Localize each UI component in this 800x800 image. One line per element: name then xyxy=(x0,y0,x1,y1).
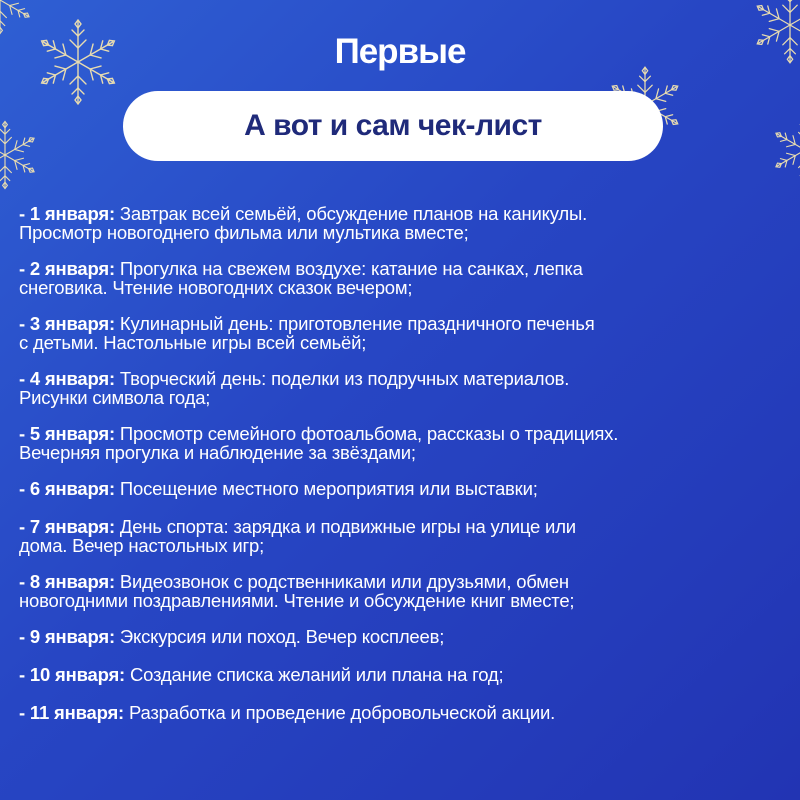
item-text: Создание списка желаний или плана на год; xyxy=(129,664,504,685)
item-text: Творческий день: поделки из подручных материалов. xyxy=(119,368,570,389)
date-label: - 8 января: xyxy=(19,571,115,592)
list-item-line xyxy=(19,223,799,242)
snowflake-icon xyxy=(0,115,45,195)
list-item xyxy=(19,572,799,610)
date-label: - 2 января: xyxy=(19,258,115,279)
date-label: - 7 января: xyxy=(19,516,115,537)
list-item xyxy=(19,517,799,555)
date-label: - 6 января: xyxy=(19,478,115,499)
list-item-line xyxy=(19,204,799,223)
checklist xyxy=(19,204,799,741)
item-text: Видеозвонок с родственниками или друзьями, обмен xyxy=(119,571,569,592)
item-text: новогодними поздравлениями. Чтение и обсуждение книг вместе; xyxy=(19,590,575,611)
list-item-line xyxy=(19,627,799,646)
list-item xyxy=(19,665,799,684)
item-text: Просмотр новогоднего фильма или мультика вместе; xyxy=(19,222,469,243)
date-label: - 9 января: xyxy=(19,626,115,647)
snowflake-icon xyxy=(765,110,800,190)
item-text: Завтрак всей семьёй, обсуждение планов на каникулы. xyxy=(119,203,588,224)
item-text: дома. Вечер настольных игр; xyxy=(19,535,265,556)
list-item xyxy=(19,424,799,462)
list-item-line xyxy=(19,591,799,610)
date-label: - 10 января: xyxy=(19,664,126,685)
item-text: с детьми. Настольные игры всей семьёй; xyxy=(19,332,367,353)
subtitle: А вот и сам чек-лист xyxy=(244,109,542,142)
item-text: Прогулка на свежем воздухе: катание на санках, лепка xyxy=(119,258,583,279)
list-item-line xyxy=(19,517,799,536)
list-item-line xyxy=(19,259,799,278)
list-item xyxy=(19,259,799,297)
list-item xyxy=(19,204,799,242)
list-item-line xyxy=(19,278,799,297)
list-item xyxy=(19,479,799,498)
list-item xyxy=(19,314,799,352)
date-label: - 11 января: xyxy=(19,702,124,723)
list-item-line xyxy=(19,369,799,388)
list-item-line xyxy=(19,424,799,443)
item-text: Экскурсия или поход. Вечер косплеев; xyxy=(119,626,445,647)
list-item xyxy=(19,703,799,722)
page-title: Первые xyxy=(334,32,466,71)
list-item-line xyxy=(19,665,799,684)
item-text: Вечерняя прогулка и наблюдение за звёздами; xyxy=(19,442,416,463)
date-label: - 3 января: xyxy=(19,313,115,334)
item-text: День спорта: зарядка и подвижные игры на улице или xyxy=(119,516,576,537)
item-text: Разработка и проведение добровольческой акции. xyxy=(128,702,556,723)
list-item-line xyxy=(19,479,799,498)
list-item-line xyxy=(19,333,799,352)
list-item-line xyxy=(19,572,799,591)
list-item-line xyxy=(19,388,799,407)
item-text: Кулинарный день: приготовление праздничного печенья xyxy=(119,313,595,334)
list-item-line xyxy=(19,536,799,555)
list-item xyxy=(19,369,799,407)
date-label: - 1 января: xyxy=(19,203,115,224)
list-item-line xyxy=(19,443,799,462)
list-item-line xyxy=(19,314,799,333)
subtitle-pill xyxy=(123,91,663,161)
date-label: - 4 января: xyxy=(19,368,115,389)
item-text: Просмотр семейного фотоальбома, рассказы о традициях. xyxy=(119,423,619,444)
list-item xyxy=(19,627,799,646)
date-label: - 5 января: xyxy=(19,423,115,444)
item-text: Посещение местного мероприятия или выставки; xyxy=(119,478,538,499)
list-item-line xyxy=(19,703,799,722)
item-text: снеговика. Чтение новогодних сказок вечером; xyxy=(19,277,413,298)
item-text: Рисунки символа года; xyxy=(19,387,211,408)
